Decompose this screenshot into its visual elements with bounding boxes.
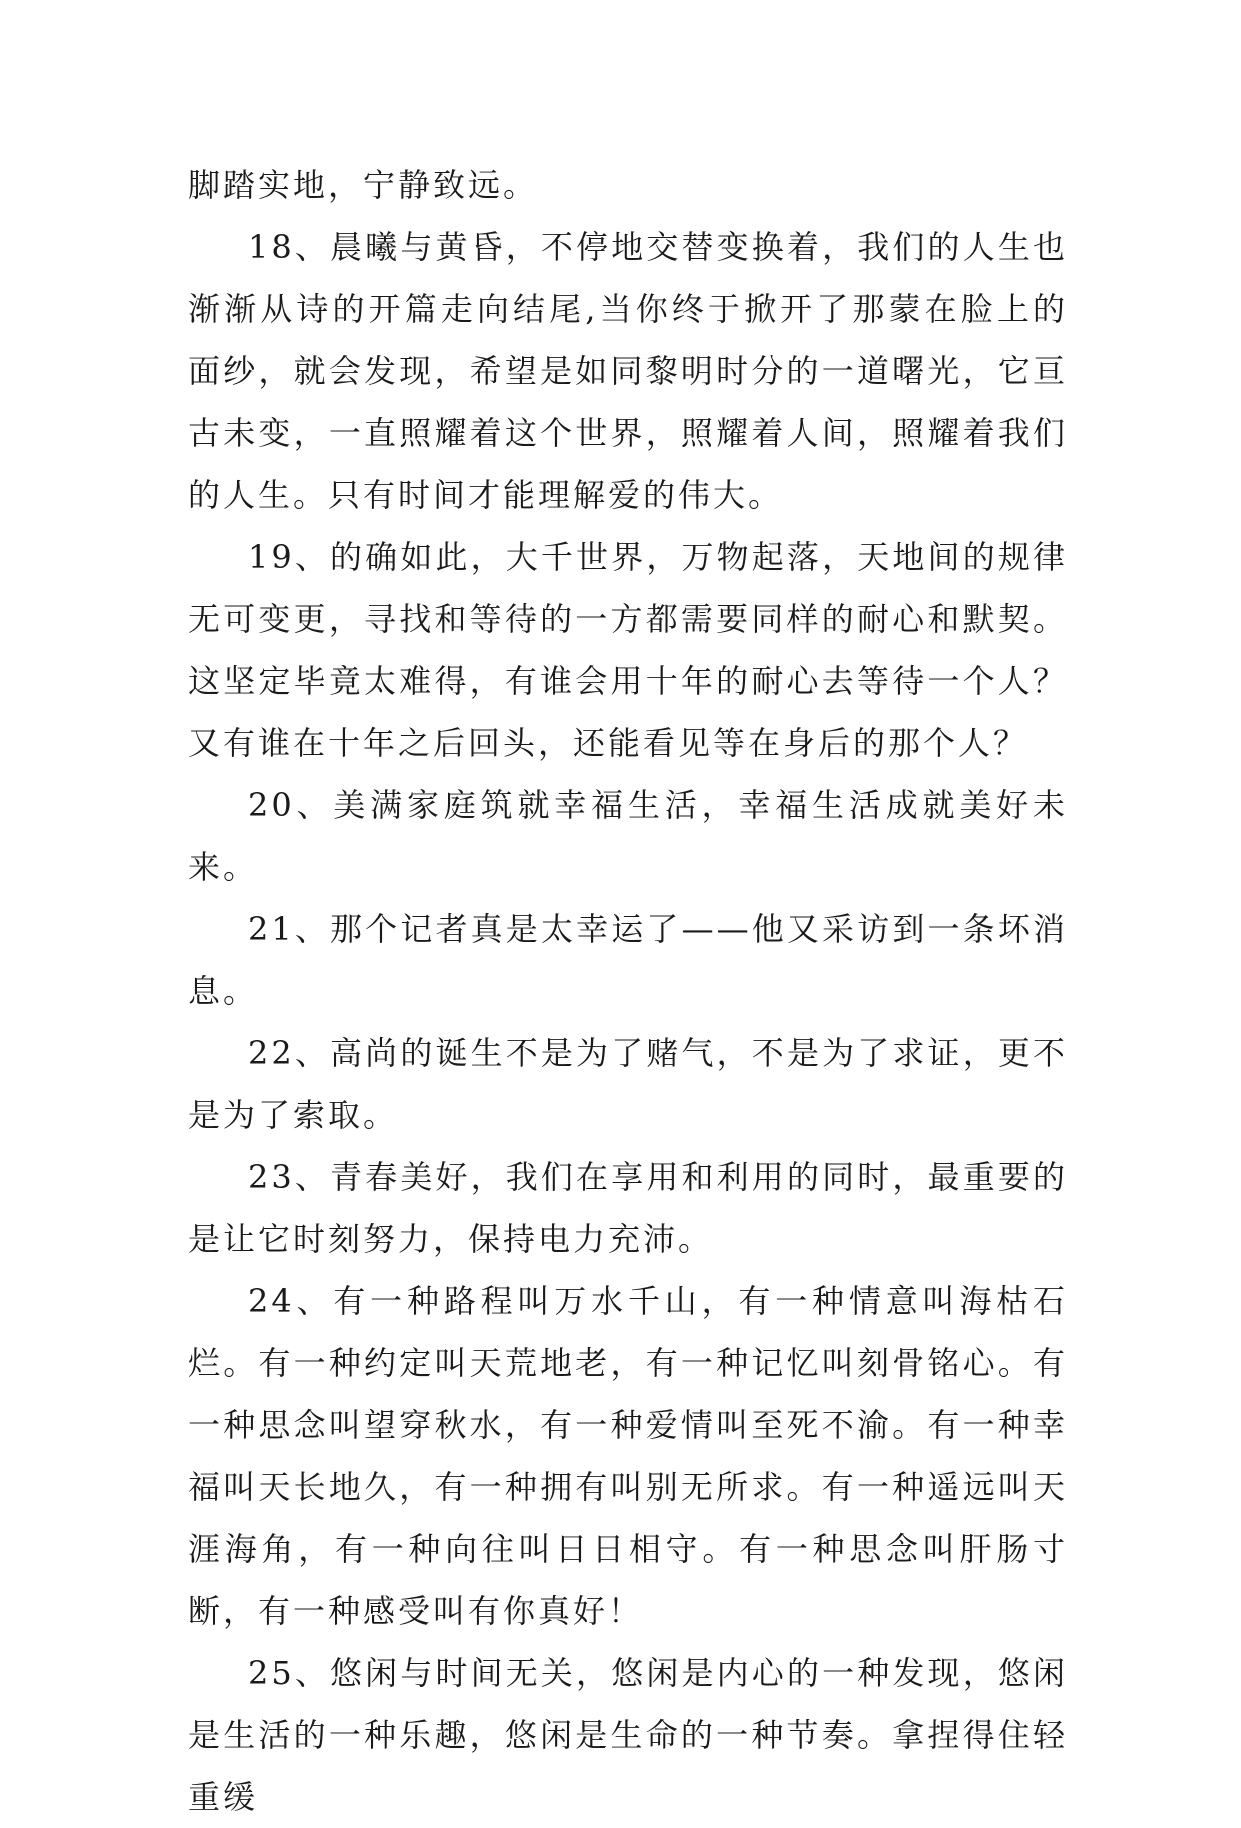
- paragraph-22: 22、高尚的诞生不是为了赌气，不是为了求证，更不是为了索取。: [188, 1034, 1068, 1134]
- paragraph-20: 20、美满家庭筑就幸福生活，幸福生活成就美好未来。: [188, 786, 1068, 886]
- paragraph-24: 24、有一种路程叫万水千山，有一种情意叫海枯石烂。有一种约定叫天荒地老，有一种记忆叫刻骨铭心。有一种思念叫望穿秋水，有一种爱情叫至死不渝。有一种幸福叫天长地久，有一种拥有叫别无所求。有一种遥远叫天涯海角，有一种向往叫日日相守。有一种思念叫肝肠寸断，有一种感受叫有你真好！: [188, 1282, 1068, 1630]
- paragraph-19: 19、的确如此，大千世界，万物起落，天地间的规律无可变更，寻找和等待的一方都需要同样的耐心和默契。这坚定毕竟太难得，有谁会用十年的耐心去等待一个人？又有谁在十年之后回头，还能看见等在身后的那个人？: [188, 538, 1068, 762]
- paragraph-21: 21、那个记者真是太幸运了——他又采访到一条坏消息。: [188, 910, 1068, 1010]
- document-body: [188, 154, 1068, 1828]
- paragraph-23: 23、青春美好，我们在享用和利用的同时，最重要的是让它时刻努力，保持电力充沛。: [188, 1158, 1068, 1258]
- paragraph-25: 25、悠闲与时间无关，悠闲是内心的一种发现，悠闲是生活的一种乐趣，悠闲是生命的一种节奏。拿捏得住轻重缓: [188, 1654, 1068, 1816]
- paragraph-18: 18、晨曦与黄昏，不停地交替变换着，我们的人生也渐渐从诗的开篇走向结尾,当你终于掀开了那蒙在脸上的面纱，就会发现，希望是如同黎明时分的一道曙光，它亘古未变，一直照耀着这个世界，照耀着人间，照耀着我们的人生。只有时间才能理解爱的伟大。: [188, 228, 1068, 514]
- paragraph-continuation: 脚踏实地，宁静致远。: [188, 166, 539, 204]
